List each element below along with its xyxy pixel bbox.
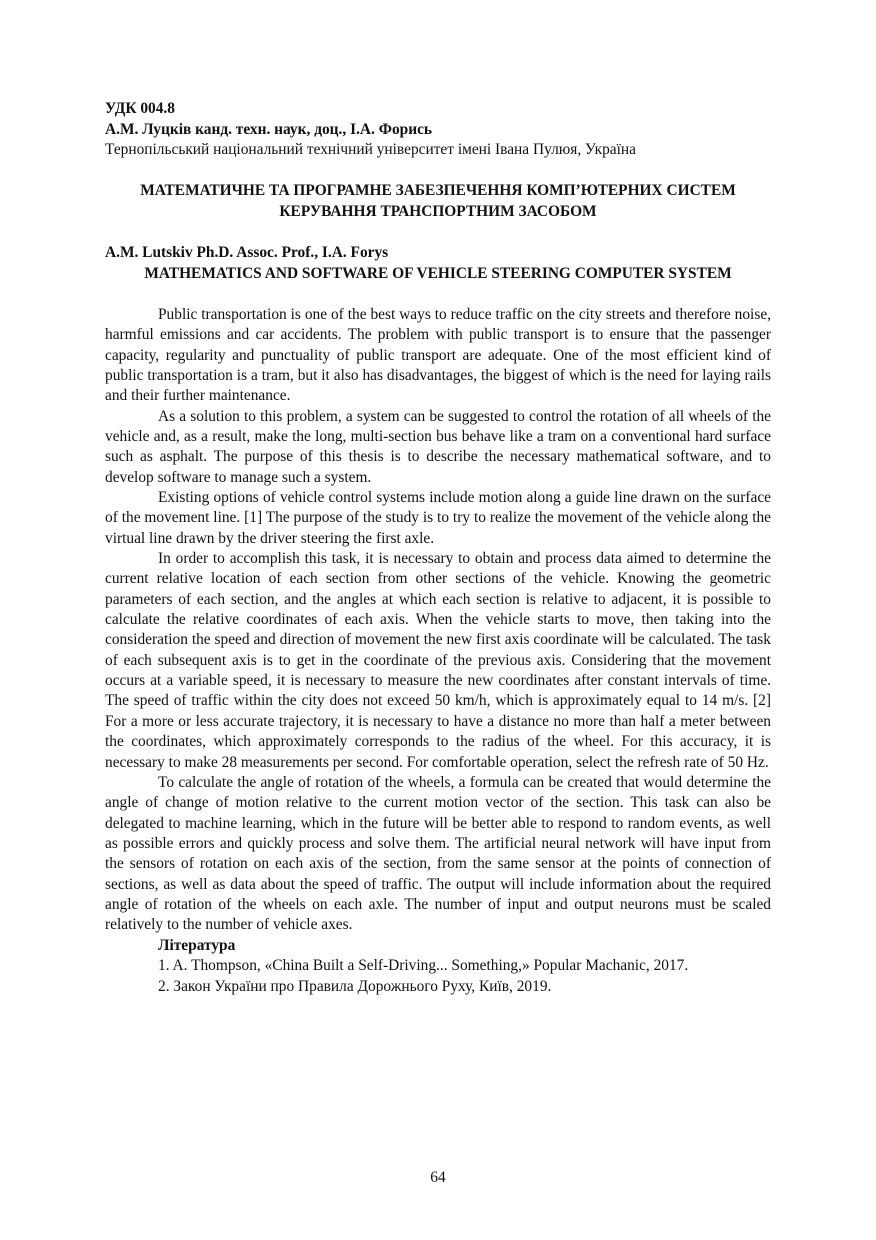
body-paragraph: To calculate the angle of rotation of the wheels, a formula can be created that would determine the angle of change of motion relative to the current motion vector of the section. This task can also be delegated to machine learning, which in the future will be better able to respond to random events, as well as possible errors and quickly process and solve them. The artificial neural network will have input from the sensors of rotation on each axis of the section, from the same sensor at the points of connection of sections, as well as data about the speed of traffic. The output will include information about the required angle of rotation of the wheels on each axle. The number of input and output neurons must be scaled relatively to the number of vehicle axes. xyxy=(105,773,771,934)
abstract-body xyxy=(105,305,771,936)
body-paragraph: As a solution to this problem, a system can be suggested to control the rotation of all wheels of the vehicle and, as a result, make the long, multi-section bus behave like a tram on a conventional hard surface such as asphalt. The purpose of this thesis is to describe the necessary mathematical software, and to develop software to manage such a system. xyxy=(105,407,771,486)
reference-item: 2. Закон України про Правила Дорожнього Руху, Київ, 2019. xyxy=(158,977,552,995)
page-number: 64 xyxy=(430,1169,446,1186)
authors-english: A.M. Lutskiv Ph.D. Assoc. Prof., I.A. Forys xyxy=(105,244,389,262)
title-english: MATHEMATICS AND SOFTWARE OF VEHICLE STEERING COMPUTER SYSTEM xyxy=(144,264,732,282)
spacer xyxy=(105,284,771,305)
paper-page xyxy=(105,99,771,997)
body-paragraph: Existing options of vehicle control systems include motion along a guide line drawn on the surface of the movement line. [1] The purpose of the study is to try to realize the movement of the vehicle along the virtual line drawn by the driver steering the first axle. xyxy=(105,489,771,547)
body-paragraph: Public transportation is one of the best ways to reduce traffic on the city streets and therefore noise, harmful emissions and car accidents. The problem with public transport is to ensure that the passenger capacity, regularity and punctuality of public transport are adequate. One of the most efficient kind of public transportation is a tram, but it also has disadvantages, the biggest of which is the need for laying rails and their further maintenance. xyxy=(105,305,771,405)
title-ukrainian: МАТЕМАТИЧНЕ ТА ПРОГРАМНЕ ЗАБЕЗПЕЧЕННЯ КОМП’ЮТЕРНИХ СИСТЕМ КЕРУВАННЯ ТРАНСПОРТНИМ ЗАСОБОМ xyxy=(140,182,736,220)
reference-item: 1. A. Thompson, «China Built a Self-Driving... Something,» Popular Machanic, 2017. xyxy=(158,957,689,975)
body-paragraph: In order to accomplish this task, it is necessary to obtain and process data aimed to determine the current relative location of each section from other sections of the vehicle. Knowing the geometric parameters of each section, and the angles at which each section is relative to adjacent, it is possible to calculate the relative coordinates of each axis. When the vehicle starts to move, then taking into the consideration the speed and direction of movement the new first axis coordinate will be calculated. The task of each subsequent axis is to get in the coordinate of the previous axis. Considering that the movement occurs at a variable speed, it is necessary to measure the new coordinates after constant intervals of time. The speed of traffic within the city does not exceed 50 km/h, which is approximately equal to 14 m/s. [2] For a more or less accurate trajectory, it is necessary to have a distance no more than half a meter between the coordinates, which approximately corresponds to the radius of the wheel. For this accuracy, it is necessary to make 28 measurements per second. For comfortable operation, select the refresh rate of 50 Hz. xyxy=(105,550,771,771)
authors-ukrainian: А.М. Луцків канд. техн. наук, доц., І.А. Форись xyxy=(105,120,433,138)
affiliation: Тернопільський національний технічний університет імені Івана Пулюя, Україна xyxy=(105,141,636,159)
spacer xyxy=(105,223,771,244)
spacer xyxy=(105,161,771,182)
udk-code: УДК 004.8 xyxy=(105,100,175,117)
references-heading: Література xyxy=(158,936,236,954)
